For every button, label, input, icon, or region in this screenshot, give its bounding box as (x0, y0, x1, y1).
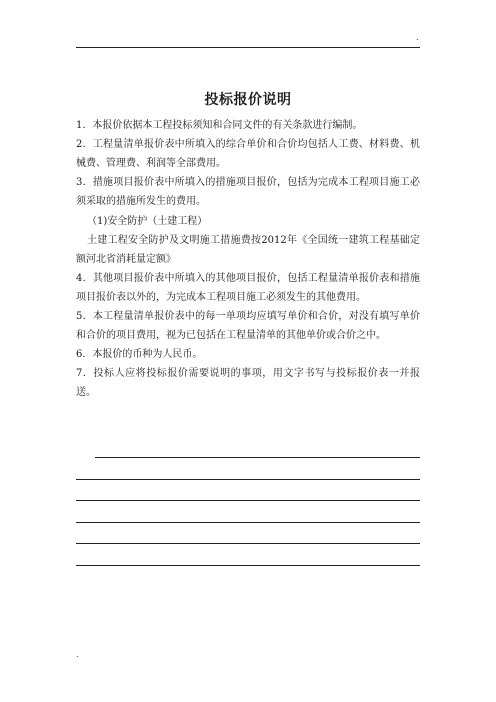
blank-line-6 (76, 565, 420, 566)
document-body (76, 116, 420, 402)
blank-line-2 (76, 479, 420, 480)
blank-line-4 (76, 522, 420, 523)
footer-mark: . (76, 650, 79, 659)
header-rule (76, 47, 420, 48)
item-1: 1．本报价依据本工程投标须知和合同文件的有关条款进行编制。 (76, 120, 363, 131)
item-6: 6．本报价的币种为人民币。 (76, 349, 203, 360)
item-5: 5．本工程量清单报价表中的每一单项均应填写单价和合价，对没有填写单价和合价的项目费用，视为已包括在工程量清单的其他单价或合价之中。 (76, 311, 420, 341)
blank-line-5 (76, 543, 420, 544)
sub-item-text: 土建工程安全防护及文明施工措施费按2012年《全国统一建筑工程基础定额河北省消耗量定额》 (76, 235, 420, 265)
sub-item-label: （1)安全防护（土建工程） (87, 216, 208, 227)
blank-line-1 (95, 457, 420, 458)
item-7: 7．投标人应将投标报价需要说明的事项，用文字书写与投标报价表一并报送。 (76, 368, 420, 398)
blank-line-3 (76, 500, 420, 501)
item-2: 2．工程量清单报价表中所填入的综合单价和合价均包括人工费、材料费、机械费、管理费、利润等全部费用。 (76, 139, 420, 169)
item-3: 3．措施项目报价表中所填入的措施项目报价，包括为完成本工程项目施工必须采取的措施所发生的费用。 (76, 177, 420, 207)
document-title: 投标报价说明 (204, 92, 292, 108)
header-mark: . (416, 33, 419, 42)
item-4: 4．其他项目报价表中所填入的其他项目报价，包括工程量清单报价表和措施项目报价表以外的，为完成本工程项目施工必须发生的其他费用。 (76, 273, 420, 303)
